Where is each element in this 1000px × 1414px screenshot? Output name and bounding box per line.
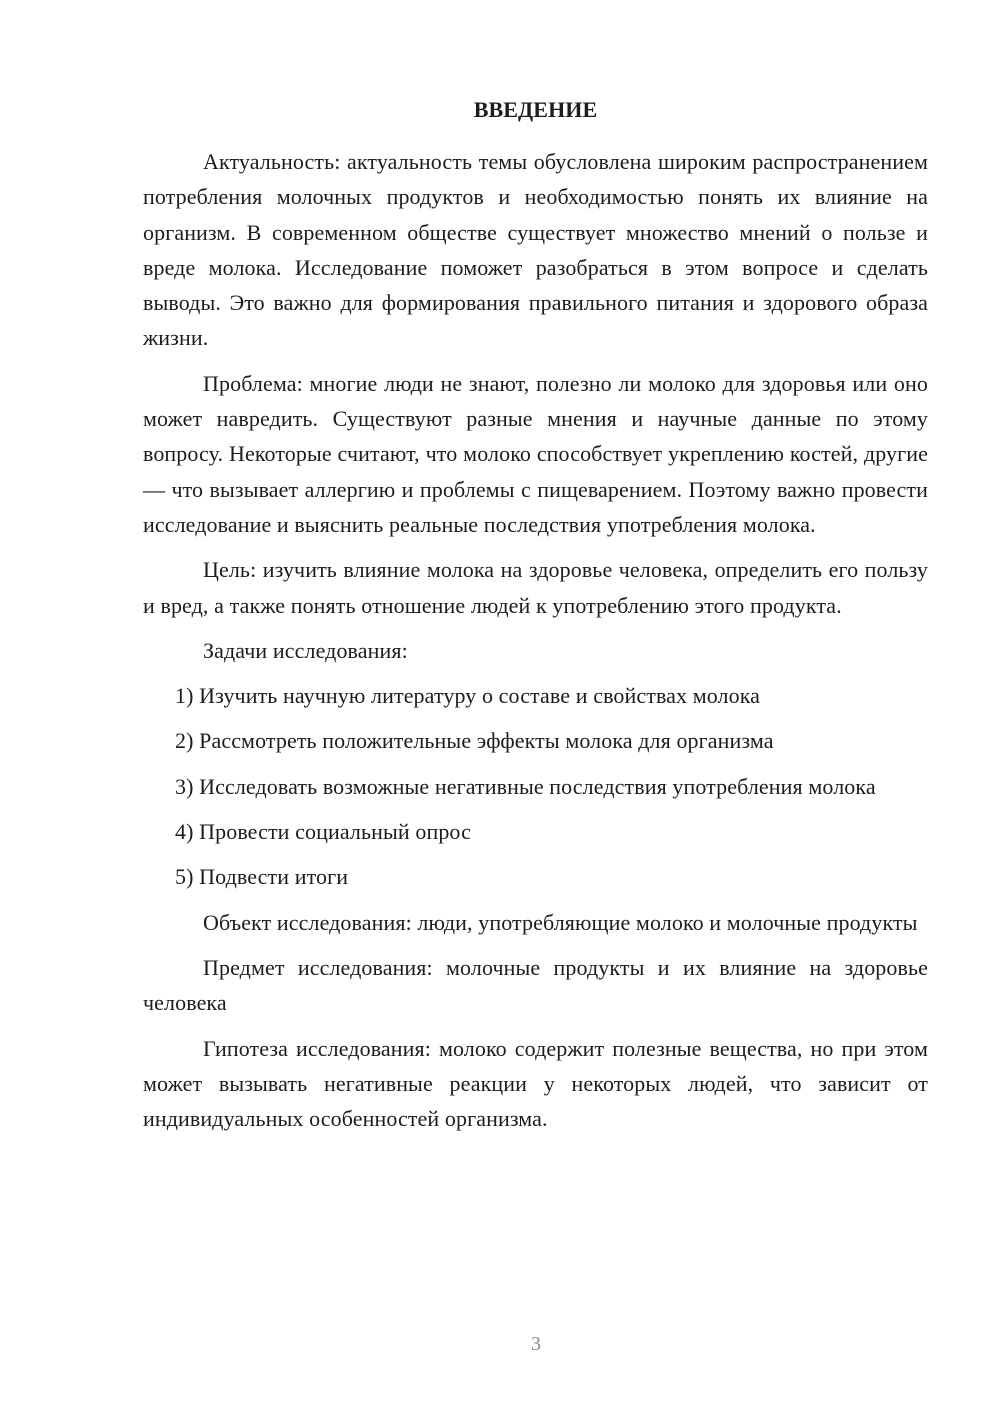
task-item: 2) Рассмотреть положительные эффекты молока для организма [175, 728, 774, 754]
tasks-heading: Задачи исследования: [203, 637, 408, 663]
problem-paragraph: Проблема: многие люди не знают, полезно ли молоко для здоровья или оно может навредить. Существуют разные мнения и научные данные по этому вопросу. Некоторые считают, что молоко способствует укреплению костей, другие — что вызывает аллергию и проблемы с пищеварением. Поэтому важно провести исследование и выяснить реальные последствия употребления молока. [143, 370, 928, 537]
relevance-paragraph: Актуальность: актуальность темы обусловлена широким распространением потребления молочных продуктов и необходимостью понять их влияние на организм. В современном обществе существует множество мнений о пользе и вреде молока. Исследование поможет разобраться в этом вопросе и сделать выводы. Это важно для формирования правильного питания и здорового образа жизни. [143, 149, 928, 351]
task-item: 1) Изучить научную литературу о составе и свойствах молока [175, 683, 761, 709]
goal-paragraph: Цель: изучить влияние молока на здоровье человека, определить его пользу и вред, а также понять отношение людей к употреблению этого продукта. [143, 557, 928, 618]
object-paragraph: Объект исследования: люди, употребляющие молоко и молочные продукты [203, 909, 918, 935]
task-item: 4) Провести социальный опрос [175, 819, 471, 845]
page-number: 3 [531, 1333, 541, 1355]
task-item: 3) Исследовать возможные негативные последствия употребления молока [175, 773, 876, 799]
task-item: 5) Подвести итоги [175, 864, 349, 890]
hypothesis-paragraph: Гипотеза исследования: молоко содержит полезные вещества, но при этом может вызывать негативные реакции у некоторых людей, что зависит от индивидуальных особенностей организма. [143, 1035, 928, 1132]
page-content [143, 92, 928, 1146]
section-title: ВВЕДЕНИЕ [473, 97, 598, 122]
subject-paragraph: Предмет исследования: молочные продукты и их влияние на здоровье человека [143, 954, 928, 1016]
